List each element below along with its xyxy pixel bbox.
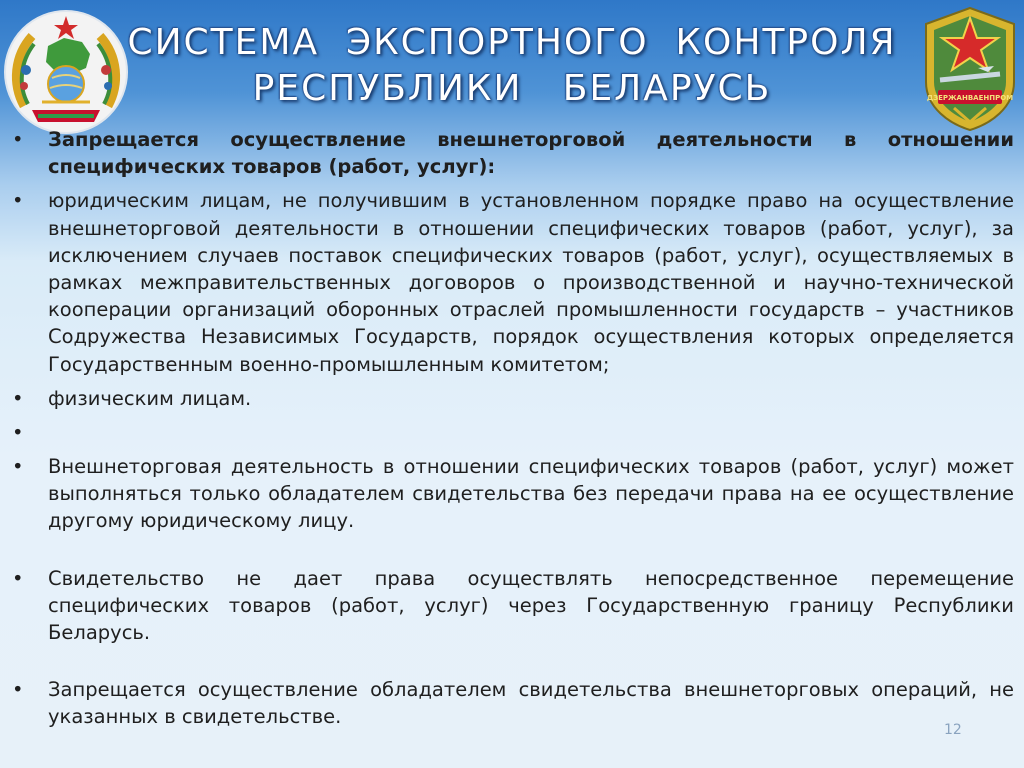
military-industrial-badge-icon bbox=[918, 4, 1022, 134]
list-item bbox=[12, 187, 1014, 377]
bullet-icon: • bbox=[12, 566, 24, 590]
badge-banner-text: ДЗЕРЖАНВАЕНПРОМ bbox=[926, 94, 1014, 102]
belarus-coat-of-arms-icon bbox=[2, 6, 130, 136]
list-item bbox=[12, 419, 1014, 446]
list-item-text: Запрещается осуществление обладателем свидетельства внешнеторговых операций, не указанных в свидетельстве. bbox=[48, 678, 1014, 729]
bullet-list bbox=[12, 126, 1014, 731]
title-line-2: РЕСПУБЛИКИ БЕЛАРУСЬ bbox=[252, 68, 772, 109]
slide-title bbox=[120, 20, 904, 112]
title-line-1: СИСТЕМА ЭКСПОРТНОГО КОНТРОЛЯ bbox=[127, 22, 897, 63]
list-item bbox=[12, 385, 1014, 412]
list-item bbox=[12, 565, 1014, 647]
list-item-text: Запрещается осуществление внешнеторговой деятельности в отношении специфических товаров (работ, услуг): bbox=[48, 128, 1014, 179]
bullet-icon: • bbox=[12, 455, 24, 479]
list-item-text: юридическим лицам, не получившим в установленном порядке право на осуществление внешнеторговой деятельности в отношении специфических товаров (работ, услуг), за исключением случаев поставок специфических товаров (работ, услуг), осуществляемых в рамках межправительственных договоров о производственной и научно-технической кооперации организаций оборонных отраслей промышленности государств – участников Содружества Независимых Государств, порядок осуществления которых определяется Государственным военно-промышленным комитетом; bbox=[48, 189, 1014, 376]
list-item-text: физическим лицам. bbox=[48, 386, 252, 410]
bullet-icon: • bbox=[12, 421, 24, 445]
bullet-icon: • bbox=[12, 678, 24, 702]
bullet-icon: • bbox=[12, 386, 24, 410]
list-item bbox=[12, 126, 1014, 180]
page-number: 12 bbox=[944, 722, 962, 738]
list-item-text: Свидетельство не дает права осуществлять непосредственное перемещение специфических товаров (работ, услуг) через Государственную границу Республики Беларусь. bbox=[48, 566, 1014, 645]
bullet-icon: • bbox=[12, 128, 24, 151]
list-item-text: Внешнеторговая деятельность в отношении специфических товаров (работ, услуг) может выполняться только обладателем свидетельства без передачи права на ее осуществление другому юридическому лицу. bbox=[48, 455, 1014, 533]
bullet-icon: • bbox=[12, 189, 24, 213]
list-item bbox=[12, 453, 1014, 535]
list-item bbox=[12, 676, 1014, 730]
